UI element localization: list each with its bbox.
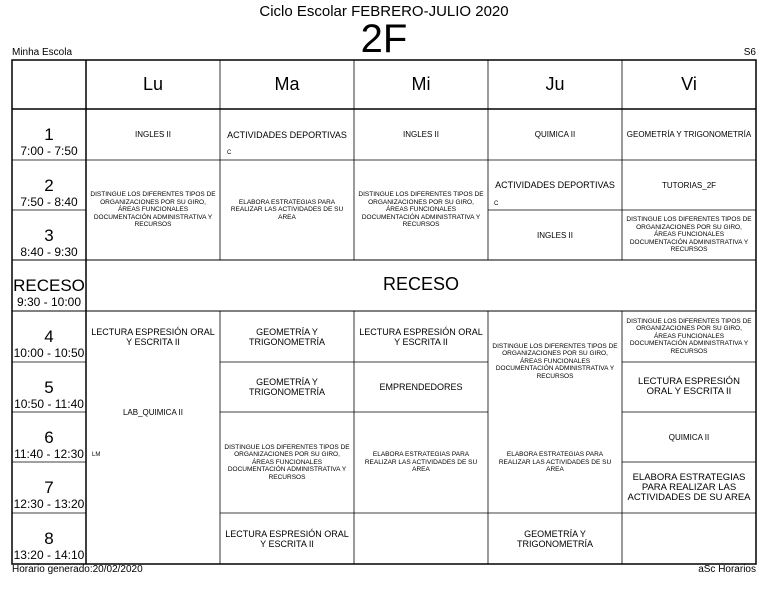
lesson-lu-1[interactable]: INGLES II (134, 130, 171, 139)
period-number: 8 (44, 529, 54, 548)
lesson-mi-4[interactable]: LECTURA ESPRESIÓN ORAL Y ESCRITA II (359, 326, 483, 347)
day-header-ma: Ma (274, 74, 300, 94)
lesson-lu-2-3[interactable]: DISTINGUE LOS DIFERENTES TIPOS DE ORGANIZACIONES POR SU GIRO, ÁREAS FUNCIONALES DOCUMENTACIÓN ADMINISTRATIVA Y RECURSOS (90, 191, 216, 229)
period-header-6 (12, 429, 86, 461)
lesson-mi-1[interactable]: INGLES II (402, 130, 439, 139)
period-header-recess (12, 277, 86, 309)
lesson-ma-5[interactable]: GEOMETRÍA Y TRIGONOMETRÍA (249, 377, 325, 397)
period-header-5 (12, 379, 86, 411)
lesson-lu-4[interactable]: LECTURA ESPRESIÓN ORAL Y ESCRITA II (91, 326, 215, 347)
period-header-1 (12, 126, 86, 158)
period-time: 7:50 - 8:40 (20, 195, 78, 209)
lesson-mi-5[interactable]: EMPRENDEDORES (379, 382, 463, 392)
period-header-3 (12, 227, 86, 259)
period-time: 7:00 - 7:50 (20, 144, 78, 158)
period-header-2 (12, 177, 86, 209)
room-tag: LM (92, 452, 101, 458)
period-time: 10:50 - 11:40 (14, 397, 84, 411)
lesson-vi-5[interactable]: LECTURA ESPRESIÓN ORAL Y ESCRITA II (638, 376, 740, 397)
school-name: Minha Escola (12, 47, 73, 58)
room-tag: C (227, 150, 232, 156)
period-number: 3 (44, 226, 54, 245)
lesson-ju-6-7[interactable]: ELABORA ESTRATEGIAS PARA REALIZAR LAS ACTIVIDADES DE SU AREA (498, 451, 612, 474)
day-header-mi: Mi (411, 74, 431, 94)
lesson-mi-2-3[interactable]: DISTINGUE LOS DIFERENTES TIPOS DE ORGANIZACIONES POR SU GIRO, ÁREAS FUNCIONALES DOCUMENTACIÓN ADMINISTRATIVA Y RECURSOS (358, 191, 484, 229)
lesson-mi-6-7[interactable]: ELABORA ESTRATEGIAS PARA REALIZAR LAS ACTIVIDADES DE SU AREA (364, 451, 478, 474)
lesson-ju-4-5[interactable]: DISTINGUE LOS DIFERENTES TIPOS DE ORGANIZACIONES POR SU GIRO, ÁREAS FUNCIONALES DOCUMENTACIÓN ADMINISTRATIVA Y RECURSOS (492, 342, 618, 380)
day-header-vi: Vi (681, 74, 697, 94)
lesson-ma-4[interactable]: GEOMETRÍA Y TRIGONOMETRÍA (249, 326, 325, 347)
period-header-8 (12, 530, 86, 562)
lesson-ju-8[interactable]: GEOMETRÍA Y TRIGONOMETRÍA (517, 528, 593, 549)
period-time: 13:20 - 14:10 (13, 548, 85, 562)
recess-label: RECESO (382, 274, 460, 294)
day-header-ju: Ju (545, 74, 565, 94)
section-code: S6 (743, 47, 756, 58)
lesson-vi-1[interactable]: GEOMETRÍA Y TRIGONOMETRÍA (626, 130, 752, 139)
lesson-ma-2-3[interactable]: ELABORA ESTRATEGIAS PARA REALIZAR LAS ACTIVIDADES DE SU AREA (230, 198, 344, 221)
app-credit: aSc Horarios (698, 564, 756, 575)
period-number: 5 (44, 378, 54, 397)
lesson-vi-7[interactable]: ELABORA ESTRATEGIAS PARA REALIZAR LAS ACTIVIDADES DE SU AREA (627, 471, 751, 503)
period-time: 8:40 - 9:30 (20, 245, 78, 259)
lesson-ju-3[interactable]: INGLES II (536, 230, 573, 240)
period-number: 1 (44, 125, 54, 144)
period-time: 11:40 - 12:30 (14, 447, 84, 461)
period-time: 9:30 - 10:00 (16, 295, 82, 309)
day-header-lu: Lu (142, 74, 164, 94)
lesson-ju-2[interactable]: ACTIVIDADES DEPORTIVAS (495, 180, 615, 190)
lesson-vi-6[interactable]: QUIMICA II (668, 432, 710, 442)
period-number: 2 (44, 176, 54, 195)
period-time: 12:30 - 13:20 (13, 497, 85, 511)
period-number: 7 (44, 478, 54, 497)
lesson-vi-3[interactable]: DISTINGUE LOS DIFERENTES TIPOS DE ORGANIZACIONES POR SU GIRO, ÁREAS FUNCIONALES DOCUMENTACIÓN ADMINISTRATIVA Y RECURSOS (626, 216, 752, 254)
period-header-7 (12, 479, 86, 511)
lesson-ma-8[interactable]: LECTURA ESPRESIÓN ORAL Y ESCRITA II (225, 528, 349, 549)
period-number: 4 (44, 327, 54, 346)
lesson-vi-4[interactable]: DISTINGUE LOS DIFERENTES TIPOS DE ORGANIZACIONES POR SU GIRO, ÁREAS FUNCIONALES DOCUMENTACIÓN ADMINISTRATIVA Y RECURSOS (626, 317, 752, 355)
lesson-vi-2[interactable]: TUTORIAS_2F (661, 180, 717, 190)
lesson-ju-1[interactable]: QUIMICA II (534, 130, 576, 139)
group-name: 2F (360, 17, 408, 61)
schedule-title: Ciclo Escolar FEBRERO-JULIO 2020 (259, 3, 509, 20)
period-number: 6 (44, 428, 54, 447)
period-time: 10:00 - 10:50 (13, 346, 85, 360)
lesson-lu-5-6[interactable]: LAB_QUIMICA II (122, 407, 184, 417)
period-header-4 (12, 328, 86, 360)
lesson-ma-6-7[interactable]: DISTINGUE LOS DIFERENTES TIPOS DE ORGANIZACIONES POR SU GIRO, ÁREAS FUNCIONALES DOCUMENTACIÓN ADMINISTRATIVA Y RECURSOS (224, 443, 350, 481)
generated-date: Horario generado:20/02/2020 (12, 564, 143, 575)
period-number: RECESO (13, 276, 85, 295)
lesson-ma-1[interactable]: ACTIVIDADES DEPORTIVAS (227, 129, 347, 140)
room-tag: C (494, 201, 499, 207)
